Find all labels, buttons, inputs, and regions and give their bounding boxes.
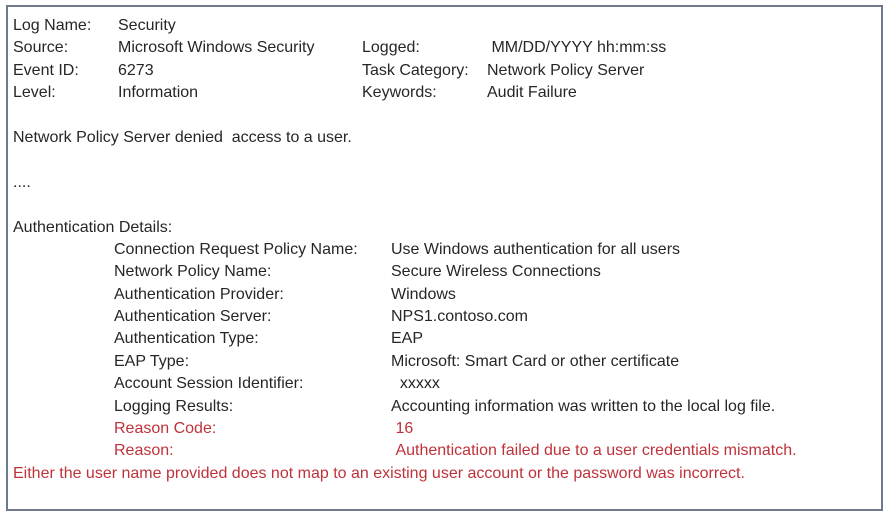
detail-row-eap-type (13, 351, 873, 373)
detail-label: Authentication Type: (114, 330, 259, 348)
detail-value: Accounting information was written to the local log file. (391, 397, 776, 415)
event-log-panel (6, 5, 883, 511)
spacer-line (13, 105, 873, 127)
detail-label: Network Policy Name: (114, 263, 272, 281)
keywords-label: Keywords: (362, 84, 437, 102)
header-row-log-name (13, 15, 873, 37)
detail-value: Use Windows authentication for all users (391, 240, 681, 258)
spacer-line (13, 149, 873, 171)
keywords-value: Audit Failure (487, 84, 577, 102)
header-fields (13, 15, 873, 105)
detail-label: Connection Request Policy Name: (114, 240, 358, 258)
detail-row-reason-code (13, 418, 873, 440)
detail-label: Reason: (114, 442, 174, 460)
detail-value: EAP (391, 330, 424, 348)
detail-label: EAP Type: (114, 352, 190, 370)
task-category-value: Network Policy Server (487, 61, 645, 79)
event-log-content (8, 7, 881, 485)
spacer-line (13, 194, 873, 216)
detail-value: NPS1.contoso.com (391, 308, 528, 326)
detail-row-logging-results (13, 396, 873, 418)
detail-value: Microsoft: Smart Card or other certificate (391, 352, 680, 370)
detail-row-authentication-server (13, 306, 873, 328)
detail-row-reason (13, 440, 873, 462)
detail-label: Authentication Server: (114, 308, 272, 326)
detail-label: Account Session Identifier: (114, 375, 304, 393)
detail-row-authentication-type (13, 328, 873, 350)
detail-row-account-session-identifier (13, 373, 873, 395)
detail-label: Reason Code: (114, 420, 217, 438)
header-row-level-keywords (13, 82, 873, 104)
detail-value: Authentication failed due to a user credentials mismatch. (391, 442, 797, 460)
failure-explanation-note: Either the user name provided does not map to an existing user account or the password was incorrect. (13, 464, 745, 482)
detail-label: Logging Results: (114, 397, 234, 415)
detail-value: xxxxx (391, 375, 440, 393)
source-label: Source: (13, 39, 69, 57)
ellipsis-text: .... (13, 173, 31, 191)
level-value: Information (118, 84, 199, 102)
level-label: Level: (13, 84, 56, 102)
header-row-eventid-taskcategory (13, 60, 873, 82)
log-name-label: Log Name: (13, 17, 92, 34)
detail-row-network-policy-name (13, 261, 873, 283)
event-description: Network Policy Server denied access to a user. (13, 128, 352, 146)
logged-label: Logged: (362, 39, 420, 57)
detail-value: Windows (391, 285, 456, 303)
header-row0-value2 (487, 15, 873, 37)
event-id-label: Event ID: (13, 61, 79, 79)
detail-row-connection-request-policy-name (13, 239, 873, 261)
authentication-details-list (13, 239, 873, 463)
logged-value: MM/DD/YYYY hh:mm:ss (487, 39, 667, 57)
authentication-details-title: Authentication Details: (13, 218, 173, 236)
detail-row-authentication-provider (13, 284, 873, 306)
event-id-value: 6273 (118, 61, 154, 79)
detail-value: Secure Wireless Connections (391, 263, 601, 281)
detail-label: Authentication Provider: (114, 285, 284, 303)
source-value: Microsoft Windows Security (118, 39, 315, 57)
header-row-source-logged (13, 37, 873, 59)
log-name-value: Security (118, 17, 176, 34)
detail-value: 16 (391, 420, 414, 438)
task-category-label: Task Category: (362, 61, 469, 79)
header-row0-label2 (362, 15, 487, 37)
